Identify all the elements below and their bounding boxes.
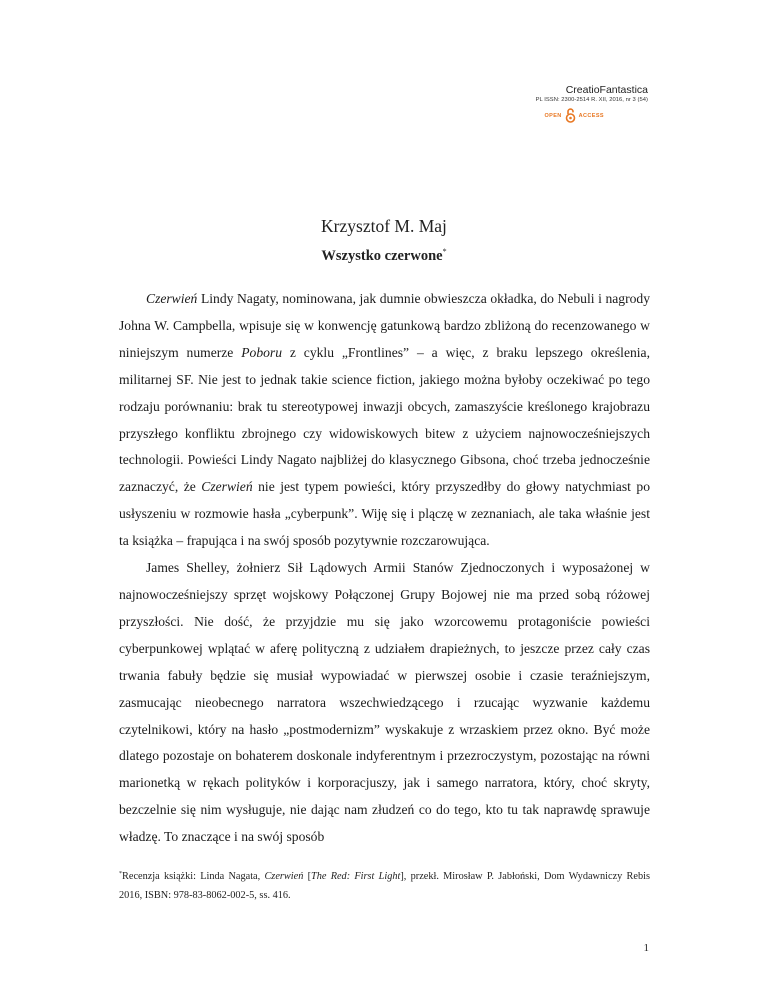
book-title-italic: Czerwień [146, 291, 198, 306]
article-title [0, 247, 768, 265]
paragraph-2: James Shelley, żołnierz Sił Lądowych Armii Stanów Zjednoczonych i wyposażonej w najnowocześniejszy sprzęt wojskowy Połączonej Grupy Bojowej nie ma przed sobą różowej przyszłości. Nie dość, że przyjdzie mu się jako wzorcowemu protagoniście powieści cyberpunkowej wplątać w aferę polityczną z udziałem drapieżnych, to jeszcze przez cały czas trwania fabuły będzie się musiał wypowiadać w pierwszej osobie i czasie teraźniejszym, zasmucając nieobecnego narratora wszechwiedzącego i rzucając wyzwanie każdemu czytelnikowi, który na hasło „postmodernizm” wyskakuje z wrzaskiem przez okno. Być może dlatego pozostaje on bohaterem doskonale indyferentnym i przezroczystym, pozostając na równi marionetką w rękach polityków i korporacjuszy, jak i samego narratora, który, choć skryty, bezczelnie się nim wysługuje, nie dając nam złudzeń co do tego, kto tu tak naprawdę sprawuje władzę. To znaczące i na swój sposób [119, 560, 650, 845]
open-access-lock-icon [565, 108, 576, 123]
paragraph-1-text-a: Lindy Nagaty, nominowana, jak dumnie obwieszcza okładka, do Nebuli i nagrody Johna W. Campbella, wpisuje się w konwencję gatunkową bardzo zbliżoną do recenzowanego w niniejszym numerze [119, 291, 650, 360]
open-access-badge [536, 108, 604, 123]
page-number: 1 [643, 942, 649, 954]
paragraph-1-text-b: z cyklu „Frontlines” – a więc, z braku lepszego określenia, militarnej SF. Nie jest to jednak takie science fiction, jakiego można byłoby oczekiwać po tego rodzaju porównaniu: brak tu stereotypowej inwazji obcych, zamaszyście kreślonego krajobrazu przyszłego konfliktu zbrojnego czy widowiskowych bitew z użyciem najnowocześniejszych technologii. Powieści Lindy Nagato najbliżej do klasycznego Gibsona, choć trzeba jednocześnie zaznaczyć, że [119, 344, 650, 495]
title-footnote-marker: * [442, 247, 447, 256]
journal-name: CreatioFantastica [565, 84, 648, 96]
article-title-text: Wszystko czerwone [321, 248, 443, 264]
footnote-marker: * [119, 871, 122, 877]
article-body [119, 286, 650, 851]
paragraph-1 [119, 286, 650, 555]
journal-header [536, 84, 648, 123]
footnote-text-b: [ [303, 871, 312, 882]
footnote-text-c: ], przekł. Mirosław P. Jabłoński, Dom Wydawniczy Rebis 2016, ISBN: 978-83-8062-002-5, ss. 416. [119, 871, 650, 901]
book-title-italic-2: Czerwień [201, 479, 253, 495]
article-author: Krzysztof M. Maj [321, 216, 447, 236]
paragraph-1-text-c: nie jest typem powieści, który przyszedłby do głowy natychmiast po usłyszeniu w rozmowie hasła „cyberpunk”. Wiję się i plączę w zeznaniach, ale taka właśnie jest ta książka – frapująca i na swój sposób pozytywnie rozczarowująca. [119, 479, 650, 549]
footnote-title-en: The Red: First Light [311, 871, 401, 882]
poboru-italic: Poboru [241, 344, 282, 360]
footnote [119, 865, 650, 905]
open-label: OPEN [544, 112, 562, 119]
footnote-text-a: Recenzja książki: Linda Nagata, [122, 871, 265, 882]
journal-issn: PL ISSN: 2300-2514 R. XII, 2016, nr 3 (54) [535, 97, 648, 103]
footnote-title-pl: Czerwień [264, 871, 304, 882]
access-label: ACCESS [578, 112, 604, 119]
